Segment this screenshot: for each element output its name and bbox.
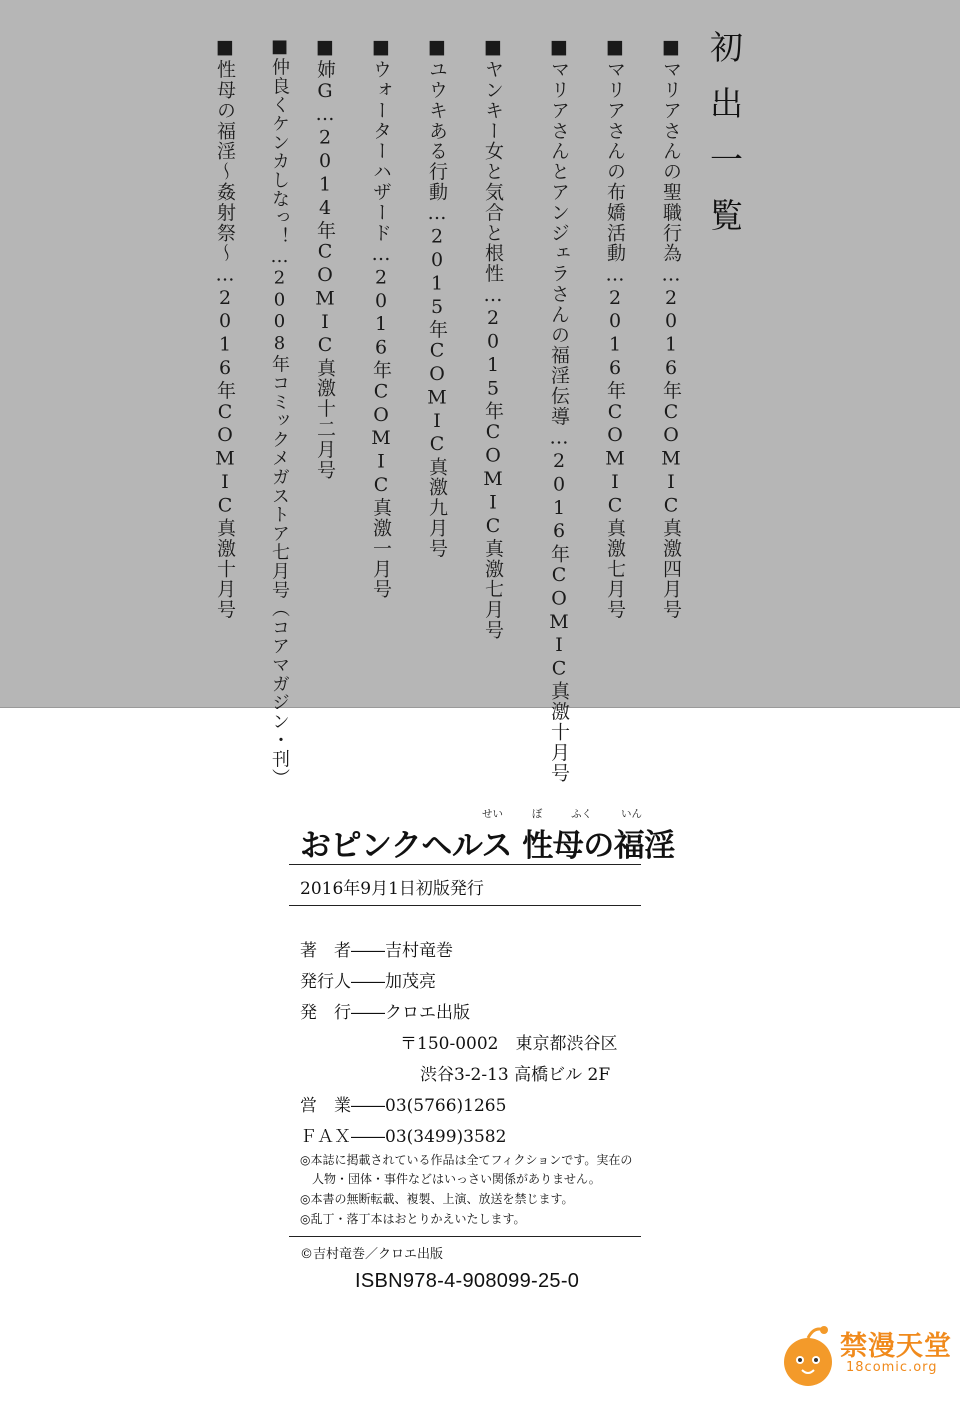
entry-5 (427, 36, 446, 559)
book-title-sub: 性母の福淫 (522, 828, 675, 864)
publish-date: 2016年9月1日初版発行 (300, 879, 484, 899)
bullet-icon: ■ (660, 36, 682, 60)
sales-line: 営 業――03(5766)1265 (300, 1096, 507, 1116)
entry-text: 仲良くケンカしなっ！…2008年コミックメガストア七月号（コアマガジン・刊） (269, 57, 290, 788)
book-title-main: おピンクヘルス (300, 828, 512, 864)
address-line: 渋谷3-2-13 高橋ビル 2F (420, 1065, 611, 1085)
mascot-icon (780, 1324, 840, 1394)
title-ruby (482, 806, 642, 821)
entry-text: 性母の福淫〜姦射祭〜…2016年COMIC真激十月号 (214, 59, 236, 620)
book-title (300, 820, 675, 865)
entry-text: ヤンキー女と気合と根性…2015年COMIC真激七月号 (482, 59, 504, 641)
entry-text: マリアさんとアンジェラさんの福淫伝導…2016年COMIC真激十月号 (548, 59, 570, 784)
entry-7 (315, 36, 334, 480)
notice-fiction: ◎本誌に掲載されている作品は全てフィクションです。実在の (300, 1153, 633, 1167)
panel-title: 初出一覧 (705, 30, 744, 254)
bullet-icon: ■ (269, 36, 290, 58)
copyright-rule (289, 1236, 641, 1237)
entry-text: マリアさんの布嬌活動…2016年COMIC真激七月号 (604, 59, 626, 620)
bullet-icon: ■ (426, 36, 448, 60)
bullet-icon: ■ (548, 36, 570, 60)
publisher-person-line: 発行人――加茂亮 (300, 972, 436, 992)
ruby-bo: ぼ (531, 808, 543, 820)
author-line: 著 者――吉村竜巻 (300, 941, 453, 961)
entry-6 (371, 36, 390, 599)
watermark-url: 18comic.org (846, 1360, 938, 1375)
publisher-line: 発 行――クロエ出版 (300, 1003, 470, 1023)
isbn: ISBN978-4-908099-25-0 (355, 1270, 580, 1292)
title-rule (289, 864, 641, 865)
ruby-in: いん (620, 808, 642, 820)
entry-9 (215, 36, 234, 620)
bullet-icon: ■ (370, 36, 392, 60)
entry-3 (549, 36, 568, 783)
entry-text: マリアさんの聖職行為…2016年COMIC真激四月号 (660, 59, 682, 620)
bullet-icon: ■ (482, 36, 504, 60)
entry-8 (270, 36, 288, 787)
entry-1 (661, 36, 680, 620)
fax-line: ＦＡＸ――03(3499)3582 (300, 1127, 507, 1147)
ruby-sei: せい (482, 808, 503, 820)
date-rule (289, 905, 641, 906)
bullet-icon: ■ (214, 36, 236, 60)
copyright: ©吉村竜巻／クロエ出版 (300, 1247, 444, 1262)
ruby-fuku: ふく (571, 808, 593, 820)
notice-fiction-cont: 人物・団体・事件などはいっさい関係がありません。 (312, 1172, 601, 1186)
entry-2 (605, 36, 624, 620)
bullet-icon: ■ (604, 36, 626, 60)
notice-reproduction: ◎本書の無断転載、複製、上演、放送を禁じます。 (300, 1192, 574, 1206)
entry-4 (483, 36, 502, 640)
notice-replacement: ◎乱丁・落丁本はおとりかえいたします。 (300, 1212, 526, 1226)
postal-line: 〒150-0002 東京都渋谷区 (400, 1034, 618, 1054)
watermark-logo (780, 1320, 960, 1411)
entry-text: 姉G…2014年COMIC真激十二月号 (314, 59, 336, 481)
watermark-text: 禁漫天堂 (840, 1331, 952, 1362)
entry-text: ウォーターハザード…2016年COMIC真激一月号 (370, 59, 392, 600)
entry-text: ユウキある行動…2015年COMIC真激九月号 (426, 59, 448, 559)
bullet-icon: ■ (314, 36, 336, 60)
